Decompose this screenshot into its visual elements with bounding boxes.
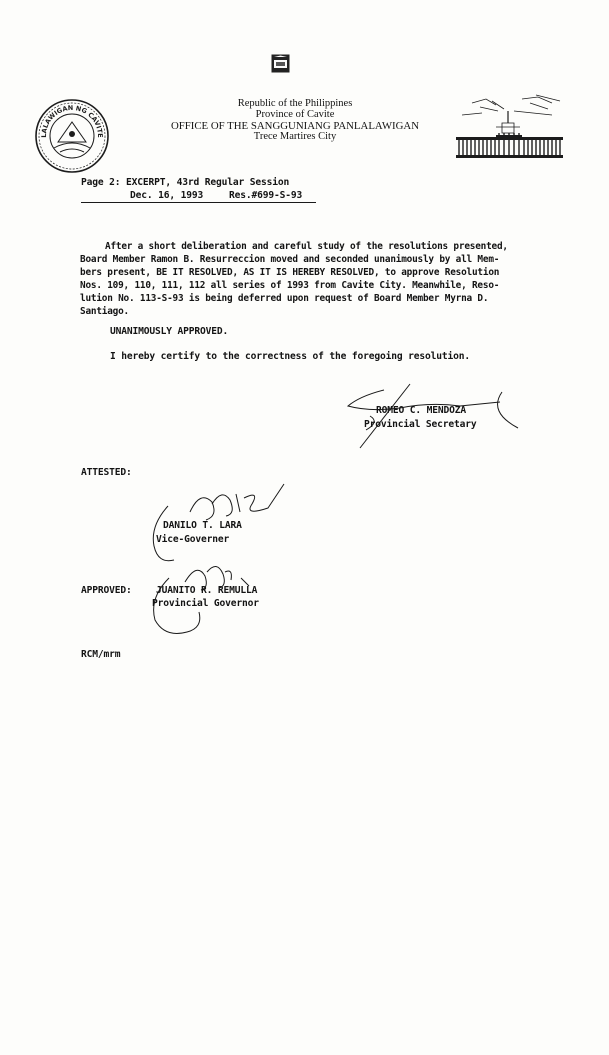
certification-statement: I hereby certify to the correctness of the foregoing resolution.	[110, 351, 471, 362]
republic-line: Republic of the Philippines	[237, 98, 353, 109]
page-excerpt-line: Page 2: EXCERPT, 43rd Regular Session	[81, 177, 290, 188]
attested-label: ATTESTED:	[81, 467, 132, 478]
vice-governor-title: Vice-Governer	[156, 534, 230, 545]
body-line: Nos. 109, 110, 111, 112 all series of 1993 from Cavite City. Meanwhile, Reso-	[80, 280, 500, 291]
body-line: lution No. 113-S-93 is being deferred upon request of Board Member Myrna D.	[80, 293, 489, 304]
resolution-body	[80, 240, 590, 318]
secretary-title: Provincial Secretary	[364, 419, 477, 430]
body-line: Santiago.	[80, 306, 129, 317]
governor-title: Provincial Governor	[152, 598, 259, 609]
session-date: Dec. 16, 1993	[130, 190, 204, 201]
office-line: OFFICE OF THE SANGGUNIANG PANLALAWIGAN	[170, 120, 420, 132]
provincial-seal	[34, 98, 110, 174]
secretary-signature	[340, 382, 520, 452]
secretary-name: ROMEO C. MENDOZA	[376, 405, 467, 416]
top-emblem	[271, 54, 290, 73]
province-line: Province of Cavite	[255, 109, 335, 120]
approved-label: APPROVED:	[81, 585, 132, 596]
capitol-building-image	[452, 93, 567, 161]
governor-name: JUANITO R. REMULLA	[156, 585, 258, 596]
typist-initials: RCM/mrm	[81, 649, 121, 660]
approval-statement: UNANIMOUSLY APPROVED.	[110, 326, 229, 337]
reference-underline	[81, 202, 316, 203]
vice-governor-name: DANILO T. LARA	[163, 520, 242, 531]
body-line: After a short deliberation and careful study of the resolutions presented,	[105, 241, 508, 252]
svg-text:LALAWIGAN NG CAVITE: LALAWIGAN NG CAVITE	[39, 103, 105, 138]
body-line: bers present, BE IT RESOLVED, AS IT IS HEREBY RESOLVED, to approve Resolution	[80, 267, 500, 278]
body-line: Board Member Ramon B. Resurreccion moved and seconded unanimously by all Mem-	[80, 254, 500, 265]
city-line: Trece Martires City	[253, 131, 337, 142]
resolution-number: Res.#699-S-93	[229, 190, 303, 201]
